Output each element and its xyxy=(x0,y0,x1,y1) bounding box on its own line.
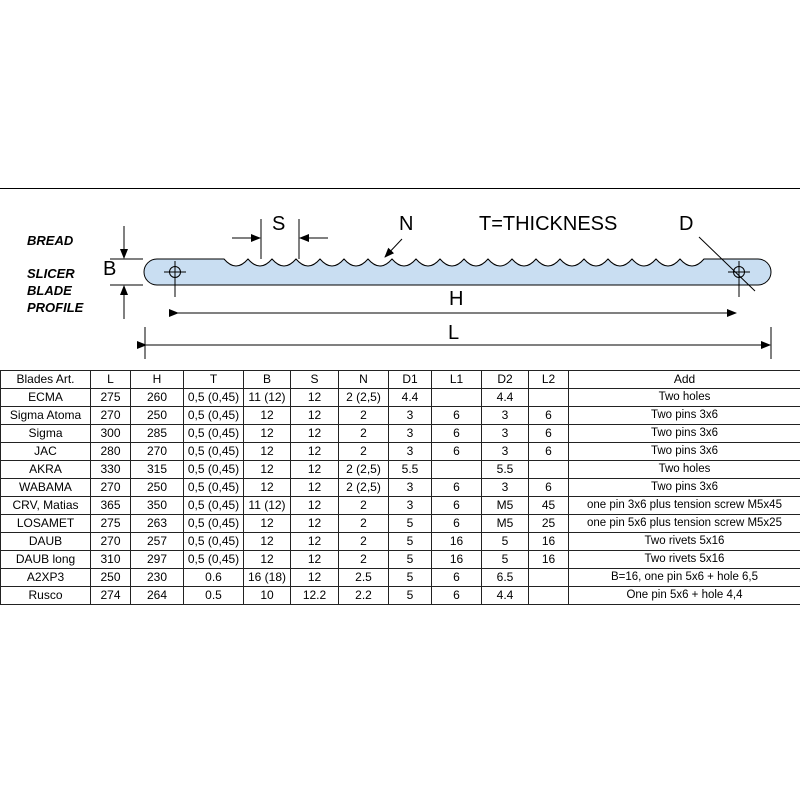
cell-b: 12 xyxy=(244,461,291,479)
side-label-line-3: BLADE xyxy=(27,283,72,298)
cell-t: 0,5 (0,45) xyxy=(184,389,244,407)
cell-h: 263 xyxy=(131,515,184,533)
cell-t: 0.5 xyxy=(184,587,244,605)
cell-h: 257 xyxy=(131,533,184,551)
cell-l2: 6 xyxy=(529,443,569,461)
cell-b: 12 xyxy=(244,407,291,425)
header-cell: L1 xyxy=(432,371,482,389)
cell-article: LOSAMET xyxy=(1,515,91,533)
cell-t: 0,5 (0,45) xyxy=(184,551,244,569)
cell-l: 275 xyxy=(91,515,131,533)
cell-d2: 5 xyxy=(482,533,529,551)
table-row xyxy=(1,587,800,605)
cell-article: Rusco xyxy=(1,587,91,605)
cell-l2: 25 xyxy=(529,515,569,533)
cell-b: 10 xyxy=(244,587,291,605)
cell-add: Two pins 3x6 xyxy=(569,479,800,497)
header-cell: N xyxy=(339,371,389,389)
cell-h: 315 xyxy=(131,461,184,479)
cell-t: 0,5 (0,45) xyxy=(184,515,244,533)
cell-l: 270 xyxy=(91,479,131,497)
cell-n: 2 (2,5) xyxy=(339,461,389,479)
cell-article: WABAMA xyxy=(1,479,91,497)
cell-l1: 6 xyxy=(432,515,482,533)
cell-t: 0,5 (0,45) xyxy=(184,497,244,515)
cell-l1: 6 xyxy=(432,407,482,425)
cell-l2 xyxy=(529,461,569,479)
label-l: L xyxy=(448,322,460,344)
cell-h: 230 xyxy=(131,569,184,587)
cell-d1: 3 xyxy=(389,497,432,515)
cell-t: 0,5 (0,45) xyxy=(184,407,244,425)
table-row xyxy=(1,461,800,479)
cell-l: 280 xyxy=(91,443,131,461)
cell-d1: 5 xyxy=(389,515,432,533)
cell-h: 250 xyxy=(131,407,184,425)
cell-l2 xyxy=(529,587,569,605)
cell-n: 2 xyxy=(339,515,389,533)
cell-l2: 6 xyxy=(529,407,569,425)
table-row xyxy=(1,569,800,587)
cell-l1: 6 xyxy=(432,479,482,497)
header-cell: Add xyxy=(569,371,800,389)
table-row xyxy=(1,479,800,497)
cell-add: B=16, one pin 5x6 + hole 6,5 xyxy=(569,569,800,587)
cell-article: CRV, Matias xyxy=(1,497,91,515)
table-row xyxy=(1,425,800,443)
table-row xyxy=(1,389,800,407)
header-cell: Blades Art. xyxy=(1,371,91,389)
table-row xyxy=(1,515,800,533)
side-label-line-4: PROFILE xyxy=(27,300,84,315)
cell-d2: 3 xyxy=(482,407,529,425)
cell-b: 11 (12) xyxy=(244,497,291,515)
cell-s: 12 xyxy=(291,497,339,515)
cell-b: 16 (18) xyxy=(244,569,291,587)
cell-d1: 3 xyxy=(389,425,432,443)
cell-l2: 6 xyxy=(529,479,569,497)
cell-s: 12 xyxy=(291,569,339,587)
cell-s: 12 xyxy=(291,389,339,407)
cell-add: one pin 3x6 plus tension screw M5x45 xyxy=(569,497,800,515)
cell-t: 0.6 xyxy=(184,569,244,587)
cell-add: Two rivets 5x16 xyxy=(569,551,800,569)
cell-h: 260 xyxy=(131,389,184,407)
cell-l: 270 xyxy=(91,407,131,425)
table-row xyxy=(1,551,800,569)
cell-t: 0,5 (0,45) xyxy=(184,461,244,479)
cell-h: 297 xyxy=(131,551,184,569)
table-row xyxy=(1,443,800,461)
cell-add: Two rivets 5x16 xyxy=(569,533,800,551)
cell-d1: 5 xyxy=(389,587,432,605)
cell-d2: M5 xyxy=(482,515,529,533)
cell-article: Sigma xyxy=(1,425,91,443)
cell-l1 xyxy=(432,389,482,407)
cell-h: 264 xyxy=(131,587,184,605)
blade-body xyxy=(144,259,771,285)
header-cell: D2 xyxy=(482,371,529,389)
label-n: N xyxy=(399,213,414,235)
cell-l2: 45 xyxy=(529,497,569,515)
cell-s: 12 xyxy=(291,407,339,425)
cell-l1: 6 xyxy=(432,587,482,605)
cell-d1: 4.4 xyxy=(389,389,432,407)
cell-l: 310 xyxy=(91,551,131,569)
cell-l: 274 xyxy=(91,587,131,605)
cell-l2: 16 xyxy=(529,533,569,551)
cell-h: 270 xyxy=(131,443,184,461)
cell-d1: 5 xyxy=(389,551,432,569)
cell-article: DAUB xyxy=(1,533,91,551)
cell-d2: 3 xyxy=(482,425,529,443)
cell-add: One pin 5x6 + hole 4,4 xyxy=(569,587,800,605)
cell-h: 250 xyxy=(131,479,184,497)
cell-b: 12 xyxy=(244,515,291,533)
cell-d1: 3 xyxy=(389,443,432,461)
header-cell: L2 xyxy=(529,371,569,389)
cell-t: 0,5 (0,45) xyxy=(184,533,244,551)
cell-l: 365 xyxy=(91,497,131,515)
header-cell: D1 xyxy=(389,371,432,389)
cell-t: 0,5 (0,45) xyxy=(184,425,244,443)
side-label-line-1: BREAD xyxy=(27,233,74,248)
cell-h: 350 xyxy=(131,497,184,515)
cell-article: DAUB long xyxy=(1,551,91,569)
label-thickness: T=THICKNESS xyxy=(479,213,618,235)
cell-t: 0,5 (0,45) xyxy=(184,443,244,461)
cell-l2 xyxy=(529,569,569,587)
cell-add: Two pins 3x6 xyxy=(569,425,800,443)
cell-s: 12.2 xyxy=(291,587,339,605)
header-cell: B xyxy=(244,371,291,389)
cell-l1: 6 xyxy=(432,497,482,515)
cell-l: 270 xyxy=(91,533,131,551)
header-cell: T xyxy=(184,371,244,389)
table-header-row xyxy=(1,371,800,389)
side-label-line-2: SLICER xyxy=(27,266,75,281)
cell-n: 2 (2,5) xyxy=(339,389,389,407)
cell-d1: 3 xyxy=(389,479,432,497)
cell-l1: 6 xyxy=(432,443,482,461)
cell-s: 12 xyxy=(291,461,339,479)
header-cell: S xyxy=(291,371,339,389)
cell-n: 2 xyxy=(339,497,389,515)
cell-n: 2.5 xyxy=(339,569,389,587)
cell-b: 12 xyxy=(244,443,291,461)
cell-n: 2 xyxy=(339,425,389,443)
cell-l1: 16 xyxy=(432,533,482,551)
cell-s: 12 xyxy=(291,479,339,497)
cell-add: Two pins 3x6 xyxy=(569,443,800,461)
cell-d1: 5 xyxy=(389,569,432,587)
cell-d1: 3 xyxy=(389,407,432,425)
cell-s: 12 xyxy=(291,425,339,443)
cell-d2: 4.4 xyxy=(482,389,529,407)
cell-l2: 6 xyxy=(529,425,569,443)
cell-d2: 3 xyxy=(482,443,529,461)
cell-b: 12 xyxy=(244,533,291,551)
cell-d2: 4.4 xyxy=(482,587,529,605)
label-h: H xyxy=(449,288,464,310)
cell-add: one pin 5x6 plus tension screw M5x25 xyxy=(569,515,800,533)
header-cell: H xyxy=(131,371,184,389)
cell-d2: 3 xyxy=(482,479,529,497)
cell-add: Two holes xyxy=(569,461,800,479)
table-row xyxy=(1,407,800,425)
cell-d1: 5 xyxy=(389,533,432,551)
header-cell: L xyxy=(91,371,131,389)
cell-n: 2 xyxy=(339,533,389,551)
cell-l: 275 xyxy=(91,389,131,407)
cell-d2: 5 xyxy=(482,551,529,569)
cell-t: 0,5 (0,45) xyxy=(184,479,244,497)
cell-b: 12 xyxy=(244,551,291,569)
cell-b: 11 (12) xyxy=(244,389,291,407)
cell-s: 12 xyxy=(291,551,339,569)
blades-table xyxy=(0,370,800,605)
table-row xyxy=(1,497,800,515)
cell-add: Two holes xyxy=(569,389,800,407)
cell-l: 300 xyxy=(91,425,131,443)
cell-article: JAC xyxy=(1,443,91,461)
cell-s: 12 xyxy=(291,533,339,551)
cell-l2: 16 xyxy=(529,551,569,569)
cell-h: 285 xyxy=(131,425,184,443)
cell-n: 2 xyxy=(339,443,389,461)
cell-article: A2XP3 xyxy=(1,569,91,587)
cell-n: 2.2 xyxy=(339,587,389,605)
cell-article: Sigma Atoma xyxy=(1,407,91,425)
cell-l: 330 xyxy=(91,461,131,479)
cell-d2: 6.5 xyxy=(482,569,529,587)
cell-l2 xyxy=(529,389,569,407)
blade-profile-diagram xyxy=(0,188,800,371)
cell-add: Two pins 3x6 xyxy=(569,407,800,425)
cell-l1: 6 xyxy=(432,425,482,443)
table-body xyxy=(1,389,800,605)
cell-article: ECMA xyxy=(1,389,91,407)
cell-s: 12 xyxy=(291,443,339,461)
label-b: B xyxy=(103,258,117,280)
n-arrow xyxy=(385,239,402,257)
cell-l1: 6 xyxy=(432,569,482,587)
label-s: S xyxy=(272,213,286,235)
cell-n: 2 xyxy=(339,407,389,425)
cell-l: 250 xyxy=(91,569,131,587)
cell-b: 12 xyxy=(244,479,291,497)
cell-n: 2 (2,5) xyxy=(339,479,389,497)
cell-l1: 16 xyxy=(432,551,482,569)
cell-b: 12 xyxy=(244,425,291,443)
cell-l1 xyxy=(432,461,482,479)
label-d: D xyxy=(679,213,694,235)
cell-d1: 5.5 xyxy=(389,461,432,479)
cell-d2: 5.5 xyxy=(482,461,529,479)
cell-n: 2 xyxy=(339,551,389,569)
cell-d2: M5 xyxy=(482,497,529,515)
cell-article: AKRA xyxy=(1,461,91,479)
cell-s: 12 xyxy=(291,515,339,533)
table-row xyxy=(1,533,800,551)
